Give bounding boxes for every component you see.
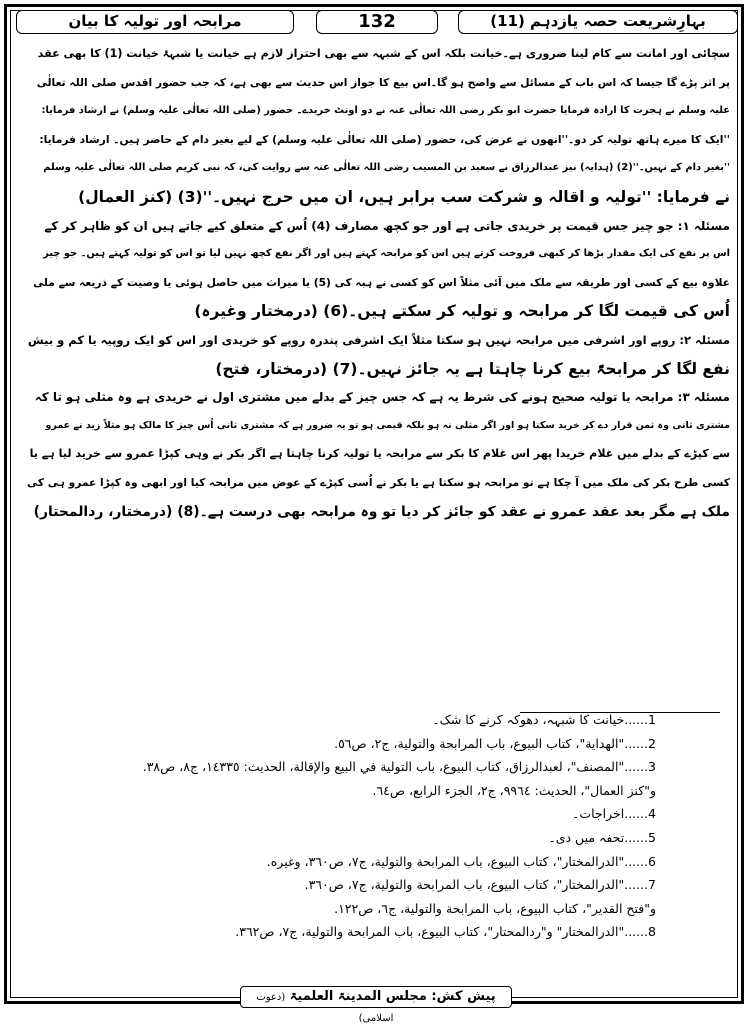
text-line: سے کپڑے کے بدلے میں غلام خریدا پھر اس غلام کا بکر سے مرابحہ یا تولیہ کرنا چاہتا ہے اگر بکر نے وہی کپڑا عمرو سے خرید لیا ہے یا	[29, 447, 730, 461]
text-line: ''ایک کا میرے ہاتھ تولیہ کر دو۔''انھوں نے عرض کی، حضور (صلی اللہ تعالٰی علیہ وسلم) کے لیے بغیر دام کے حاضر ہیں۔ ارشاد فرمایا:	[39, 132, 730, 146]
footer-sub: (دعوت اسلامی)	[256, 992, 394, 1024]
text-line: علاوہ بیع کے کسی اور طریقہ سے ملک میں آئی مثلاً اس کو کسی نے ہبہ کی (5) یا میراث میں حاصل ہوئی یا وصیت کے ذریعہ سے ملی	[33, 275, 730, 289]
text-line: کسی طرح بکر کی ملک میں آ چکا ہے تو مرابحہ ہو سکتا ہے یا بکر نے اُسی کپڑے کے عوض میں مرابحہ کیا اور ابھی وہ کپڑا عمرو ہی کی	[27, 475, 730, 489]
page-number: 132	[316, 10, 438, 34]
text-line: پر اثر پڑے گا جیسا کہ اس باب کے مسائل سے واضح ہو گا۔اس بیع کا جواز اس حدیث سے بھی ہے، کہ جب حضور اقدس صلی اللہ تعالٰی	[36, 75, 730, 89]
footnote: و"فتح القدير"، كتاب البيوع، باب المرابحة والتولية، ج٦، ص١٢٢.	[334, 900, 656, 916]
footer-label: پیش کش: مجلس المدینۃ العلمیۃ	[289, 989, 496, 1004]
page-footer	[240, 986, 512, 1024]
text-line: مسئلہ ۳: مرابحہ یا تولیہ صحیح ہونے کی شرط یہ ہے کہ جس چیز کے بدلے میں مشتری اول نے خریدی ہے وہ مثلی ہو تا کہ	[34, 390, 730, 405]
main-text	[16, 40, 736, 526]
footnote: 7......"الدرالمختار"، كتاب البيوع، باب المرابحة والتولية، ج٧، ص٣٦٠.	[304, 877, 656, 893]
text-line: مشتری ثانی وہ ثمن قرار دے کر خرید سکتا ہو اور اگر مثلی نہ ہو بلکہ قیمی ہو تو یہ ضرور ہے کہ مشتری ثانی اُس چیز کا مالک ہو مثلاً زید نے عمرو	[45, 419, 730, 431]
footnote: 3......"المصنف"، لعبدالرزاق، كتاب البيوع، باب التولية في البيع والإقالة، الحديث: ١٤٣٣٥، ج٨، ص٣٨.	[142, 759, 656, 775]
footnote: 4......اخراجات۔	[572, 806, 656, 822]
footnote: 6......"الدرالمختار"، كتاب البيوع، باب المرابحة والتولية، ج٧، ص٣٦٠، وغيره.	[266, 853, 656, 869]
footnote: 1......خیانت کا شبہہ، دھوکہ کرنے کا شک۔	[432, 712, 656, 727]
text-line: اس پر نفع کی ایک مقدار بڑھا کر کبھی فروخت کرتے ہیں اس کو مرابحہ کہتے ہیں اور اگر نفع کچھ نہیں لیا تو اس کو تولیہ کہتے ہیں۔ جو چیز	[43, 248, 730, 260]
text-line: مسئلہ ۱: جو چیز جس قیمت پر خریدی جاتی ہے اور جو کچھ مصارف (4) اُس کے متعلق کیے جاتے ہیں ان کو ظاہر کر کے	[44, 218, 730, 233]
text-line: اُس کی قیمت لگا کر مرابحہ و تولیہ کر سکتے ہیں۔(6) (درمختار وغیرہ)	[194, 302, 730, 321]
footnote: و"كنز العمال"، الحديث: ٩٩٦٤، ج٢، الجزء الرابع، ص٦٤.	[372, 782, 656, 798]
page-header	[16, 8, 734, 38]
text-line: ''بغیر دام کے نہیں۔''(2) (ہدایہ) نیز عبدالرزاق نے سعید بن المسیب رضی اللہ تعالٰی عنہ سے روایت کی، کہ نبی کریم صلی اللہ تعالٰی علیہ وسلم	[43, 162, 730, 174]
footnotes	[16, 708, 736, 944]
text-line: ملک ہے مگر بعد عقد عمرو نے عقد کو جائز کر دیا تو وہ مرابحہ بھی درست ہے۔(8) (درمختار، ردالمحتار)	[33, 503, 730, 520]
footnote: 2......"الهداية"، كتاب البيوع، باب المرابحة والتولية، ج٢، ص٥٦.	[334, 735, 656, 751]
footnote: 8......"الدرالمختار" و"ردالمحتار"، كتاب البيوع، باب المرابحة والتولية، ج٧، ص٣٦٢.	[235, 924, 656, 940]
text-line: نفع لگا کر مرابحۃً بیع کرنا چاہتا ہے یہ جائز نہیں۔(7) (درمختار، فتح)	[215, 359, 730, 378]
text-line: علیہ وسلم نے ہجرت کا ارادہ فرمایا حضرت ابو بکر رضی اللہ تعالٰی عنہ نے دو اونٹ خریدے۔ حضور (صلی اللہ تعالٰی علیہ وسلم) نے ارشاد فرمایا:	[41, 105, 730, 117]
chapter-title: مرابحہ اور تولیہ کا بیان	[16, 10, 294, 34]
footnote: 5......تحفہ میں دی۔	[548, 829, 656, 845]
text-line: مسئلہ ۲: روپے اور اشرفی میں مرابحہ نہیں ہو سکتا مثلاً ایک اشرفی پندرہ روپے کو خریدی اور اس کو ایک روپیہ یا کم و بیش	[27, 332, 730, 347]
book-title: بہارِشریعت حصہ یازدہم (11)	[458, 10, 738, 34]
text-line: سچائی اور امانت سے کام لینا ضروری ہے۔خیانت بلکہ اس کے شبہہ سے بھی احتراز لازم ہے خیانت یا شبہۂ خیانت (1) کا بھی عقد	[37, 47, 730, 60]
text-line: نے فرمایا: ''تولیہ و اقالہ و شرکت سب برابر ہیں، ان میں حرج نہیں۔''(3) (کنز العمال)	[78, 187, 730, 206]
